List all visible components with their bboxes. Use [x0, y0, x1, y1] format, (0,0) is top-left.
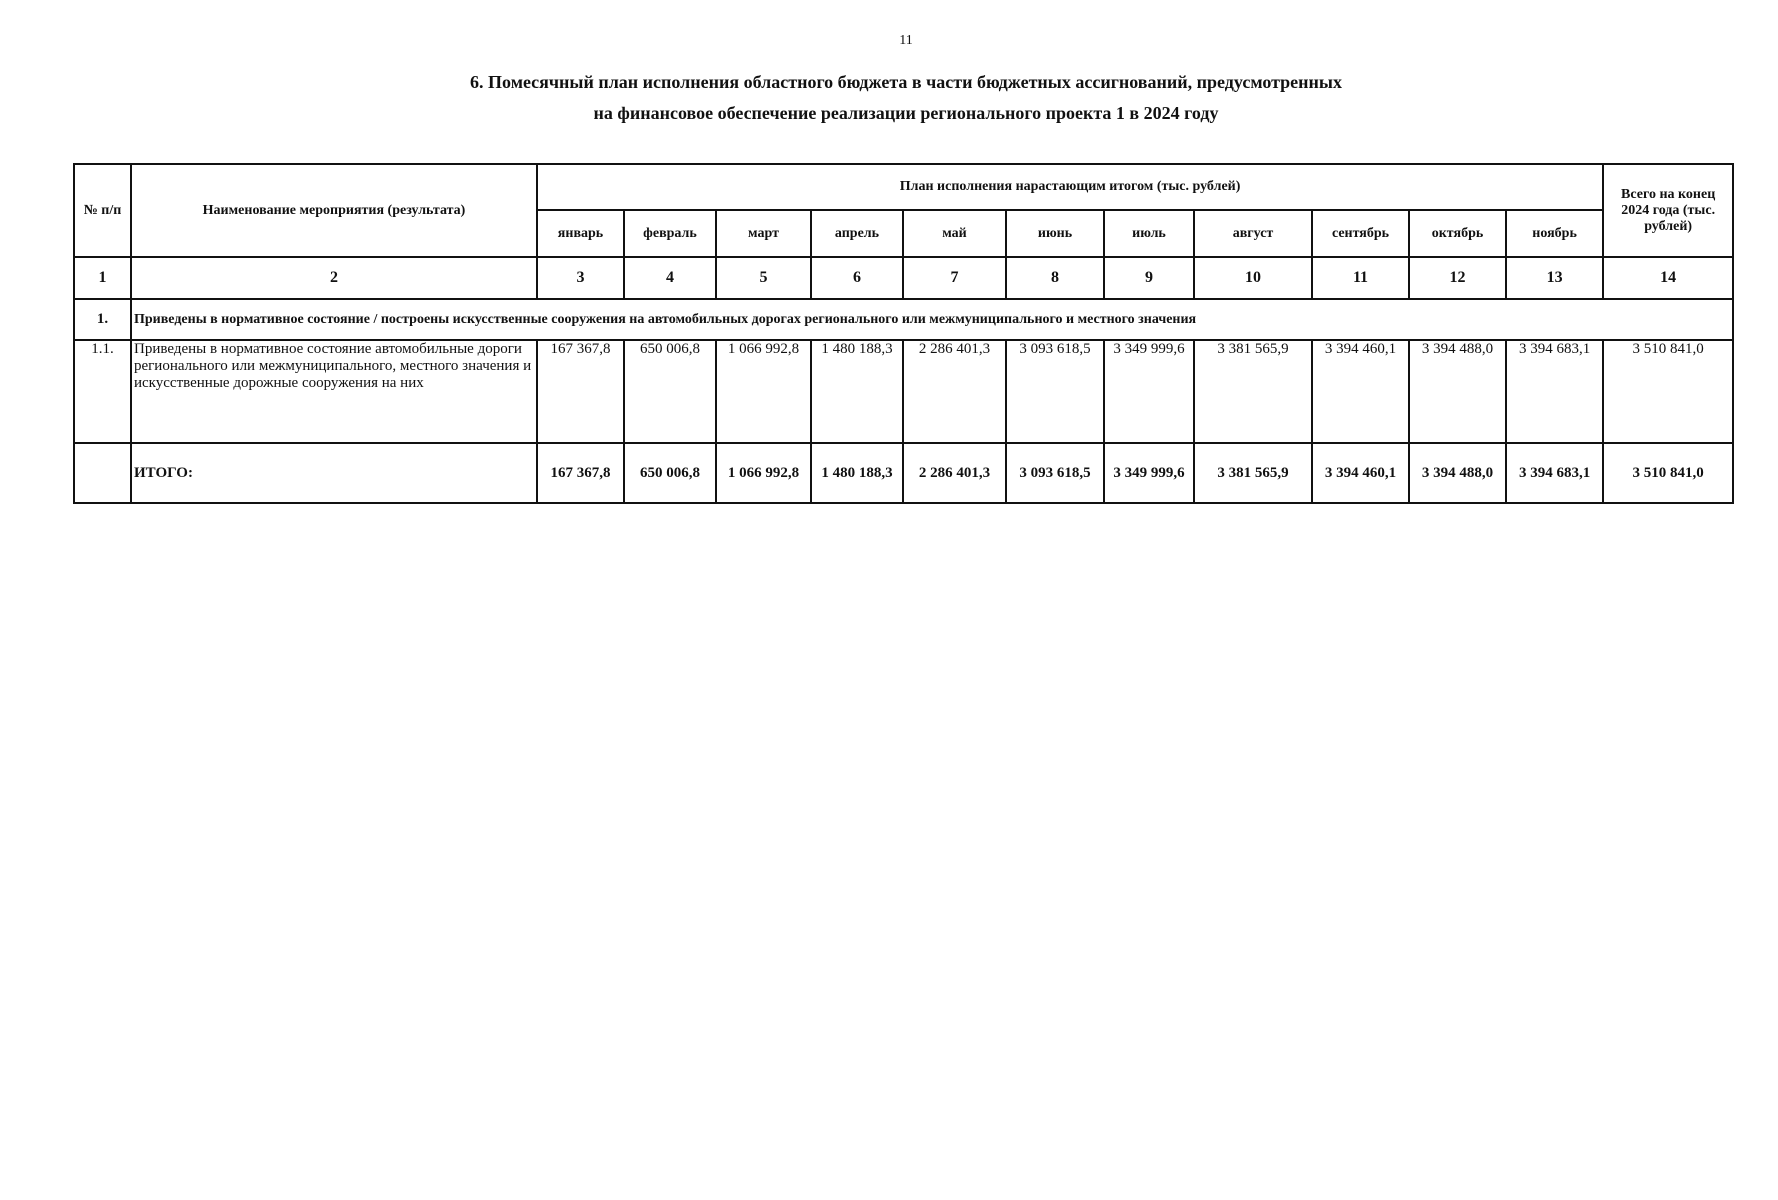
total-value: 167 367,8: [537, 443, 624, 503]
item-value: 2 286 401,3: [903, 340, 1006, 443]
item-value: 1 066 992,8: [716, 340, 811, 443]
column-number: 2: [131, 257, 537, 299]
item-value: 167 367,8: [537, 340, 624, 443]
column-number: 10: [1194, 257, 1312, 299]
section-row: [74, 299, 1733, 340]
total-value: 650 006,8: [624, 443, 716, 503]
header-month: февраль: [624, 210, 716, 257]
page-number: 11: [899, 33, 913, 48]
table-row: [74, 340, 1733, 443]
header-month: октябрь: [1409, 210, 1506, 257]
item-value: 3 349 999,6: [1104, 340, 1194, 443]
item-value: 3 381 565,9: [1194, 340, 1312, 443]
column-number: 6: [811, 257, 903, 299]
item-value: 3 093 618,5: [1006, 340, 1104, 443]
document-title: [0, 67, 1778, 129]
header-month: май: [903, 210, 1006, 257]
column-number: 7: [903, 257, 1006, 299]
title-line-1: 6. Помесячный план исполнения областного бюджета в части бюджетных ассигнований, предусмотренных: [470, 72, 1342, 92]
total-value: 3 394 460,1: [1312, 443, 1409, 503]
header-month: март: [716, 210, 811, 257]
total-label: ИТОГО:: [131, 443, 537, 503]
section-title: Приведены в нормативное состояние / построены искусственные сооружения на автомобильных дорогах регионального или межмуниципального и местного значения: [131, 299, 1733, 340]
header-month: апрель: [811, 210, 903, 257]
item-value: 3 394 460,1: [1312, 340, 1409, 443]
item-number: 1.1.: [74, 340, 131, 443]
column-number: 14: [1603, 257, 1733, 299]
item-total: 3 510 841,0: [1603, 340, 1733, 443]
column-number: 13: [1506, 257, 1603, 299]
header-month: сентябрь: [1312, 210, 1409, 257]
header-total: Всего на конец 2024 года (тыс. рублей): [1603, 164, 1733, 257]
budget-plan-table: [73, 163, 1734, 504]
total-value: 3 093 618,5: [1006, 443, 1104, 503]
section-number: 1.: [74, 299, 131, 340]
column-number: 4: [624, 257, 716, 299]
total-value: 3 394 683,1: [1506, 443, 1603, 503]
total-value: 3 349 999,6: [1104, 443, 1194, 503]
header-name: Наименование мероприятия (результата): [131, 164, 537, 257]
header-plan: План исполнения нарастающим итогом (тыс. рублей): [537, 164, 1603, 210]
header-month: ноябрь: [1506, 210, 1603, 257]
header-month: июнь: [1006, 210, 1104, 257]
total-value: 3 394 488,0: [1409, 443, 1506, 503]
item-name: Приведены в нормативное состояние автомобильные дороги регионального или межмуниципального, местного значения и искусственные дорожные сооружения на них: [131, 340, 537, 443]
total-number-cell: [74, 443, 131, 503]
column-numbers-row: [74, 257, 1733, 299]
column-number: 3: [537, 257, 624, 299]
header-month: июль: [1104, 210, 1194, 257]
header-month: январь: [537, 210, 624, 257]
column-number: 11: [1312, 257, 1409, 299]
header-month: август: [1194, 210, 1312, 257]
total-value: 3 381 565,9: [1194, 443, 1312, 503]
item-value: 1 480 188,3: [811, 340, 903, 443]
total-row: [74, 443, 1733, 503]
title-line-2: на финансовое обеспечение реализации регионального проекта 1 в 2024 году: [593, 103, 1219, 123]
total-value: 2 286 401,3: [903, 443, 1006, 503]
column-number: 8: [1006, 257, 1104, 299]
total-value: 1 066 992,8: [716, 443, 811, 503]
item-value: 3 394 488,0: [1409, 340, 1506, 443]
item-value: 3 394 683,1: [1506, 340, 1603, 443]
total-grand: 3 510 841,0: [1603, 443, 1733, 503]
column-number: 1: [74, 257, 131, 299]
column-number: 12: [1409, 257, 1506, 299]
column-number: 5: [716, 257, 811, 299]
header-no: № п/п: [74, 164, 131, 257]
column-number: 9: [1104, 257, 1194, 299]
item-value: 650 006,8: [624, 340, 716, 443]
total-value: 1 480 188,3: [811, 443, 903, 503]
